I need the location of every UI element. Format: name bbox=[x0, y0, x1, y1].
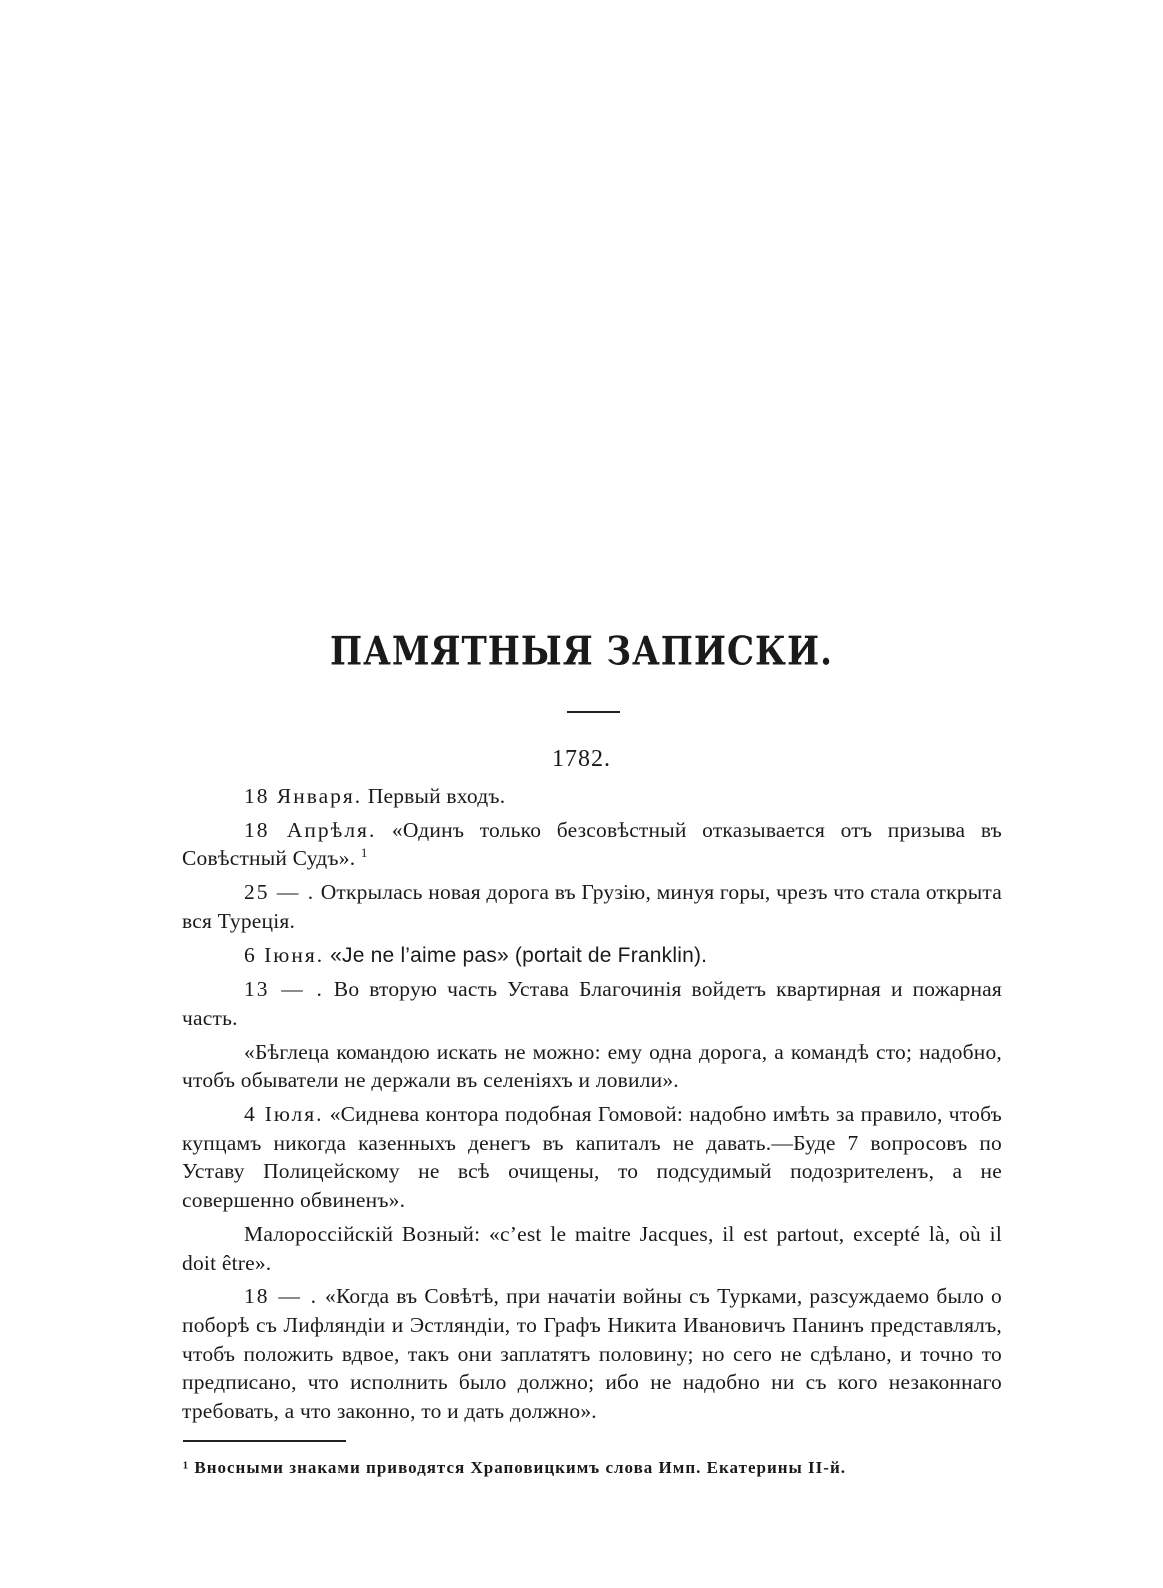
memo-body bbox=[182, 782, 1002, 1431]
footnote-reference: 1 bbox=[360, 845, 368, 861]
footnote-mark: ¹ bbox=[183, 1458, 190, 1477]
entry-date: 25 — . bbox=[244, 880, 316, 905]
entry-paragraph bbox=[182, 1100, 1002, 1215]
entry-text: «Сиднева контора подобная Гомовой: надобно имѣть за правило, чтобъ купцамъ никогда казенныхъ денегъ въ капиталъ не давать.—Буде 7 вопросовъ по Уставу Полицейскому не всѣ очищены, то подсудимый подозрителенъ, а не совершенно обвиненъ». bbox=[182, 1102, 1002, 1213]
entry-date: 18 — . bbox=[244, 1284, 318, 1309]
entry-text: «Je ne l’aime pas» (portait de Franklin). bbox=[324, 943, 708, 967]
year-heading: 1782. bbox=[552, 746, 611, 772]
entry-text: «Когда въ Совѣтѣ, при начатіи войны съ Турками, разсуждаемо было о поборѣ съ Лифляндіи и Эстляндіи, то Графъ Никита Ивановичъ Панинъ представлялъ, чтобъ положить вдвое, такъ они заплатятъ половину; но сего не сдѣлано, и точно то предписано, что исполнить было должно; ибо не надобно ни съ кого незаконнаго требовать, а что законно, то и дать должно». bbox=[182, 1284, 1002, 1424]
entry-date: 18 Апрѣля. bbox=[244, 817, 377, 842]
entry-paragraph bbox=[182, 1282, 1002, 1426]
footnote-divider bbox=[183, 1440, 346, 1442]
entry-paragraph bbox=[182, 1038, 1002, 1095]
entry-text: «Одинъ только безсовѣстный отказывается отъ призыва въ Совѣстный Судъ». bbox=[182, 817, 1003, 871]
entry-paragraph bbox=[182, 782, 1002, 811]
entry-date: 18 Января. bbox=[244, 784, 363, 808]
title-divider bbox=[567, 711, 620, 713]
entry-paragraph bbox=[182, 1220, 1002, 1277]
entry-text: Малороссійскій Возный: «c’est le maitre Jacques, il est partout, excepté là, où il doit être». bbox=[182, 1221, 1002, 1275]
footnote-text: Вносными знаками приводятся Храповицкимъ слова Имп. Екатерины II-й. bbox=[189, 1458, 846, 1477]
entry-paragraph bbox=[182, 878, 1002, 935]
footnote bbox=[183, 1458, 1003, 1478]
entry-paragraph bbox=[182, 941, 1002, 971]
entry-date: 13 — . bbox=[244, 977, 324, 1002]
entry-date: 4 Іюля. bbox=[244, 1102, 324, 1127]
entry-text: Открылась новая дорога въ Грузію, минуя горы, чрезъ что стала открыта вся Турецiя. bbox=[182, 880, 1002, 933]
entry-text: Во вторую часть Устава Благочинія войдетъ квартирная и пожарная часть. bbox=[182, 977, 1002, 1030]
entry-paragraph bbox=[182, 816, 1002, 873]
entry-text: Первый входъ. bbox=[362, 784, 506, 808]
page-title: ПАМЯТНЫЯ ЗАПИСКИ. bbox=[330, 629, 833, 675]
entry-paragraph bbox=[182, 975, 1002, 1032]
entry-date: 6 Іюня. bbox=[244, 942, 325, 967]
entry-text: «Бѣглеца командою искать не можно: ему одна дорога, а командѣ сто; надобно, чтобъ обыватели не держали въ селеніяхъ и ловили». bbox=[182, 1039, 1002, 1093]
